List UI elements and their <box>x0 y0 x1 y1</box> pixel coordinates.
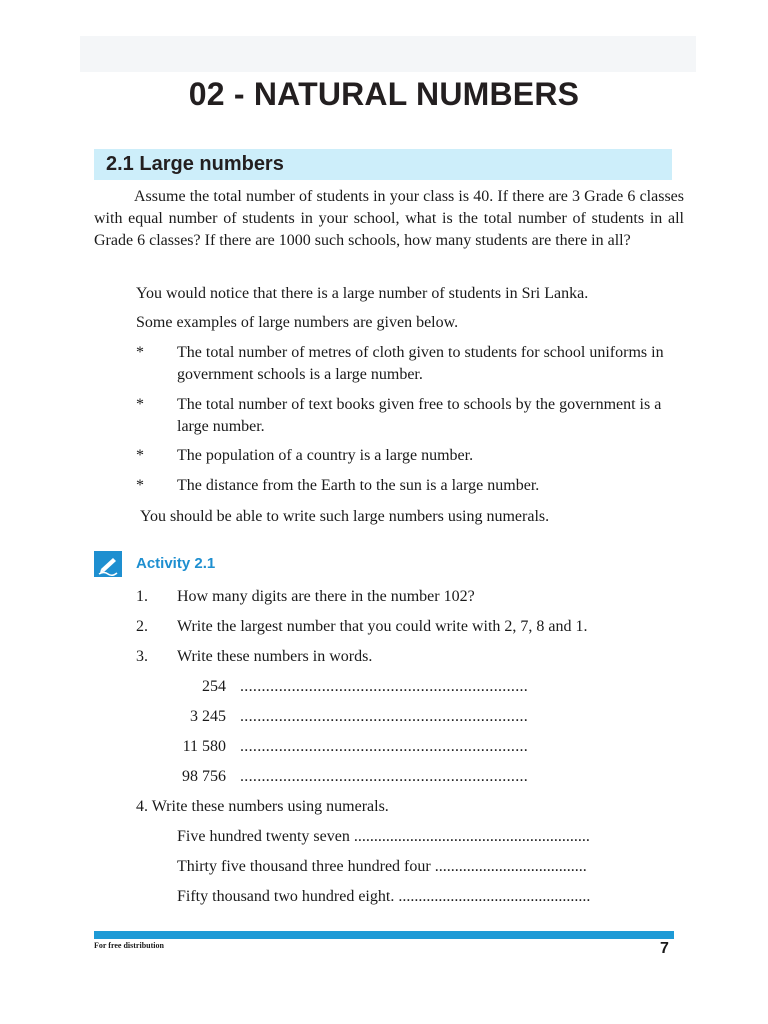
bullet-text: The distance from the Earth to the sun is a large number. <box>177 477 540 494</box>
notice-text: You would notice that there is a large number of students in Sri Lanka. <box>136 285 589 302</box>
number-value: 254 <box>202 678 226 695</box>
bullet-text: The total number of metres of cloth given to students for school uniforms in government schools is a large number. <box>177 344 664 383</box>
examples-intro: Some examples of large numbers are given below. <box>136 314 459 331</box>
word-number-row <box>177 856 587 878</box>
answer-blank: ................................................................... <box>240 738 529 755</box>
bullet-marker: * <box>136 447 144 464</box>
chapter-title: 02 - NATURAL NUMBERS <box>188 76 580 112</box>
answer-blank: ................................................................... <box>240 768 529 785</box>
footer-bar <box>94 931 674 939</box>
item-text: Write these numbers in words. <box>177 648 373 665</box>
item-number: 3. <box>136 648 148 665</box>
item-text: How many digits are there in the number 102? <box>177 588 475 605</box>
intro-paragraph-text: Assume the total number of students in your class is 40. If there are 3 Grade 6 classes with equal number of students in your school, what is the total number of students in all Grade 6 classes? If there are 1000 such schools, how many students are there in all? <box>94 188 684 249</box>
word-number: Fifty thousand two hundred eight. <box>177 888 395 905</box>
question-4: 4. Write these numbers using numerals. <box>136 798 389 815</box>
number-value: 98 756 <box>182 768 226 785</box>
answer-blank: ................................................................... <box>240 678 529 695</box>
item-number: 1. <box>136 588 148 605</box>
pencil-writing-icon <box>94 551 122 577</box>
header-band <box>80 36 696 72</box>
bullet-text: The total number of text books given free to schools by the government is a large number. <box>177 396 662 435</box>
section-title: 2.1 Large numbers <box>106 153 284 175</box>
word-number-row <box>177 886 590 908</box>
closing-text: You should be able to write such large numbers using numerals. <box>140 508 550 525</box>
word-number: Five hundred twenty seven <box>177 828 350 845</box>
bullet-text: The population of a country is a large number. <box>177 447 474 464</box>
number-value: 11 580 <box>182 738 226 755</box>
answer-blank: ........................................................... <box>353 828 590 845</box>
intro-paragraph <box>94 186 684 252</box>
answer-blank: ................................................ <box>398 888 591 905</box>
item-number: 2. <box>136 618 148 635</box>
page-number: 7 <box>660 940 669 957</box>
answer-blank: ...................................... <box>434 858 587 875</box>
footer-text: For free distribution <box>94 941 164 950</box>
item-text: Write the largest number that you could write with 2, 7, 8 and 1. <box>177 618 588 635</box>
bullet-marker: * <box>136 396 144 413</box>
word-number: Thirty five thousand three hundred four <box>177 858 431 875</box>
number-value: 3 245 <box>190 708 226 725</box>
bullet-marker: * <box>136 477 144 494</box>
bullet-marker: * <box>136 344 144 361</box>
answer-blank: ................................................................... <box>240 708 529 725</box>
activity-title: Activity 2.1 <box>136 555 216 572</box>
word-number-row <box>177 826 590 848</box>
